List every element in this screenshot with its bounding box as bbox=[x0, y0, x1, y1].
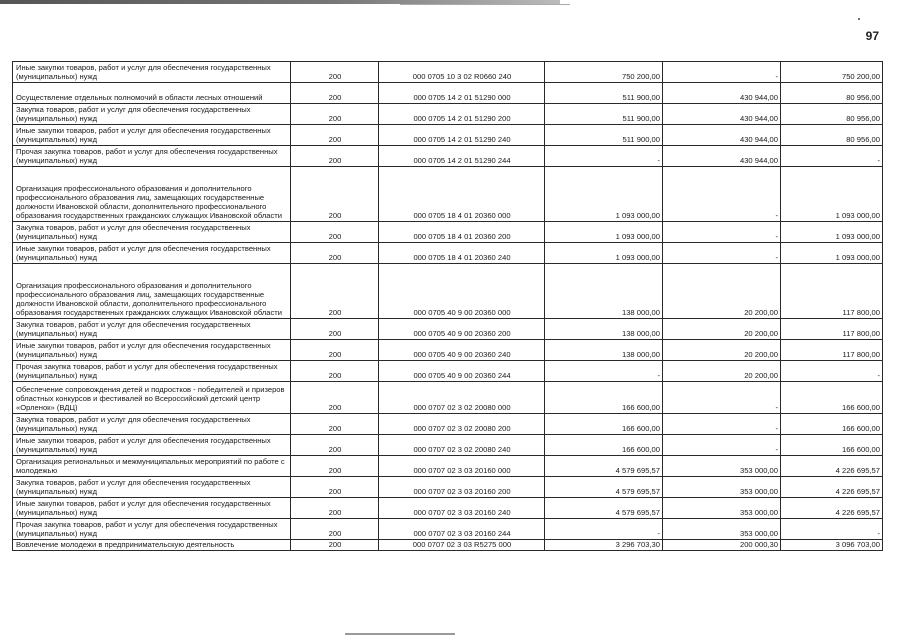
row-exec-cell: 430 944,00 bbox=[663, 146, 781, 167]
row-kbk-cell: 000 0707 02 3 02 20080 000 bbox=[379, 382, 545, 414]
row-name-cell: Закупка товаров, работ и услуг для обеспечения государственных (муниципальных) нужд bbox=[13, 319, 291, 340]
row-plan-cell: - bbox=[545, 361, 663, 382]
row-kbk-cell: 000 0705 18 4 01 20360 240 bbox=[379, 243, 545, 264]
row-rest-cell: 166 600,00 bbox=[781, 414, 883, 435]
row-plan-cell: 4 579 695,57 bbox=[545, 477, 663, 498]
row-code-cell: 200 bbox=[291, 104, 379, 125]
row-name-cell: Закупка товаров, работ и услуг для обеспечения государственных (муниципальных) нужд bbox=[13, 477, 291, 498]
row-rest-cell: 166 600,00 bbox=[781, 382, 883, 414]
page-number: 97 bbox=[865, 29, 879, 43]
table-row bbox=[13, 222, 883, 243]
row-name-cell: Обеспечение сопровождения детей и подростков - победителей и призеров областных конкурсов и фестивалей во Всероссийский детский центр «Орленок» (ВДЦ) bbox=[13, 382, 291, 414]
row-name-cell: Иные закупки товаров, работ и услуг для обеспечения государственных (муниципальных) нужд bbox=[13, 340, 291, 361]
row-rest-cell: 80 956,00 bbox=[781, 83, 883, 104]
row-name-cell: Закупка товаров, работ и услуг для обеспечения государственных (муниципальных) нужд bbox=[13, 222, 291, 243]
row-rest-cell: 750 200,00 bbox=[781, 62, 883, 83]
row-code-cell: 200 bbox=[291, 435, 379, 456]
row-code-cell: 200 bbox=[291, 222, 379, 243]
budget-execution-table bbox=[12, 61, 883, 551]
row-rest-cell: 166 600,00 bbox=[781, 435, 883, 456]
row-kbk-cell: 000 0707 02 3 03 R5275 000 bbox=[379, 540, 545, 551]
row-plan-cell: 166 600,00 bbox=[545, 382, 663, 414]
row-code-cell: 200 bbox=[291, 340, 379, 361]
row-kbk-cell: 000 0705 14 2 01 51290 200 bbox=[379, 104, 545, 125]
row-name-cell: Организация профессионального образования и дополнительного профессионального образования лиц, замещающих государственные должности Ивановской области, дополнительного профессионального образования государственных гражданских служащих Ивановской области bbox=[13, 167, 291, 222]
row-exec-cell: 20 200,00 bbox=[663, 319, 781, 340]
row-rest-cell: 1 093 000,00 bbox=[781, 222, 883, 243]
row-exec-cell: - bbox=[663, 414, 781, 435]
row-kbk-cell: 000 0705 14 2 01 51290 240 bbox=[379, 125, 545, 146]
row-code-cell: 200 bbox=[291, 83, 379, 104]
row-plan-cell: 138 000,00 bbox=[545, 319, 663, 340]
row-plan-cell: 138 000,00 bbox=[545, 264, 663, 319]
row-name-cell: Иные закупки товаров, работ и услуг для обеспечения государственных (муниципальных) нужд bbox=[13, 62, 291, 83]
row-kbk-cell: 000 0705 10 3 02 R0660 240 bbox=[379, 62, 545, 83]
table-row bbox=[13, 264, 883, 319]
row-code-cell: 200 bbox=[291, 382, 379, 414]
row-plan-cell: 4 579 695,57 bbox=[545, 456, 663, 477]
table-body bbox=[13, 62, 883, 551]
row-plan-cell: 166 600,00 bbox=[545, 414, 663, 435]
table-row bbox=[13, 382, 883, 414]
row-plan-cell: - bbox=[545, 146, 663, 167]
row-kbk-cell: 000 0707 02 3 02 20080 240 bbox=[379, 435, 545, 456]
row-plan-cell: - bbox=[545, 519, 663, 540]
row-rest-cell: 4 226 695,57 bbox=[781, 477, 883, 498]
row-rest-cell: 4 226 695,57 bbox=[781, 498, 883, 519]
row-exec-cell: - bbox=[663, 243, 781, 264]
table-row bbox=[13, 83, 883, 104]
row-exec-cell: 353 000,00 bbox=[663, 498, 781, 519]
row-exec-cell: 430 944,00 bbox=[663, 83, 781, 104]
row-exec-cell: - bbox=[663, 62, 781, 83]
table-row bbox=[13, 125, 883, 146]
row-kbk-cell: 000 0707 02 3 03 20160 200 bbox=[379, 477, 545, 498]
row-name-cell: Иные закупки товаров, работ и услуг для обеспечения государственных (муниципальных) нужд bbox=[13, 435, 291, 456]
row-plan-cell: 166 600,00 bbox=[545, 435, 663, 456]
row-code-cell: 200 bbox=[291, 243, 379, 264]
row-plan-cell: 3 296 703,30 bbox=[545, 540, 663, 551]
row-name-cell: Закупка товаров, работ и услуг для обеспечения государственных (муниципальных) нужд bbox=[13, 104, 291, 125]
table-row bbox=[13, 146, 883, 167]
row-code-cell: 200 bbox=[291, 540, 379, 551]
table-row bbox=[13, 435, 883, 456]
row-rest-cell: - bbox=[781, 361, 883, 382]
row-kbk-cell: 000 0705 40 9 00 20360 200 bbox=[379, 319, 545, 340]
table-row bbox=[13, 319, 883, 340]
row-exec-cell: 200 000,30 bbox=[663, 540, 781, 551]
row-rest-cell: 80 956,00 bbox=[781, 125, 883, 146]
row-plan-cell: 511 900,00 bbox=[545, 104, 663, 125]
top-scan-rule-thin bbox=[400, 4, 570, 5]
row-kbk-cell: 000 0705 40 9 00 20360 000 bbox=[379, 264, 545, 319]
row-rest-cell: 117 800,00 bbox=[781, 340, 883, 361]
table-row bbox=[13, 62, 883, 83]
table-row bbox=[13, 167, 883, 222]
table-row bbox=[13, 477, 883, 498]
row-kbk-cell: 000 0705 14 2 01 51290 244 bbox=[379, 146, 545, 167]
row-rest-cell: - bbox=[781, 519, 883, 540]
row-rest-cell: - bbox=[781, 146, 883, 167]
row-plan-cell: 750 200,00 bbox=[545, 62, 663, 83]
row-exec-cell: - bbox=[663, 167, 781, 222]
row-kbk-cell: 000 0705 14 2 01 51290 000 bbox=[379, 83, 545, 104]
scan-speck bbox=[858, 18, 860, 20]
row-code-cell: 200 bbox=[291, 477, 379, 498]
row-exec-cell: 353 000,00 bbox=[663, 456, 781, 477]
row-exec-cell: 353 000,00 bbox=[663, 519, 781, 540]
row-exec-cell: 430 944,00 bbox=[663, 104, 781, 125]
row-code-cell: 200 bbox=[291, 146, 379, 167]
row-exec-cell: 20 200,00 bbox=[663, 361, 781, 382]
row-rest-cell: 4 226 695,57 bbox=[781, 456, 883, 477]
row-name-cell: Иные закупки товаров, работ и услуг для обеспечения государственных (муниципальных) нужд bbox=[13, 243, 291, 264]
row-kbk-cell: 000 0707 02 3 02 20080 200 bbox=[379, 414, 545, 435]
row-rest-cell: 1 093 000,00 bbox=[781, 167, 883, 222]
row-name-cell: Иные закупки товаров, работ и услуг для обеспечения государственных (муниципальных) нужд bbox=[13, 498, 291, 519]
row-rest-cell: 1 093 000,00 bbox=[781, 243, 883, 264]
row-exec-cell: 353 000,00 bbox=[663, 477, 781, 498]
row-code-cell: 200 bbox=[291, 125, 379, 146]
row-name-cell: Осуществление отдельных полномочий в области лесных отношений bbox=[13, 83, 291, 104]
table-row bbox=[13, 540, 883, 551]
row-code-cell: 200 bbox=[291, 361, 379, 382]
row-rest-cell: 3 096 703,00 bbox=[781, 540, 883, 551]
row-exec-cell: 20 200,00 bbox=[663, 264, 781, 319]
row-kbk-cell: 000 0705 40 9 00 20360 240 bbox=[379, 340, 545, 361]
table-row bbox=[13, 519, 883, 540]
table-row bbox=[13, 498, 883, 519]
row-code-cell: 200 bbox=[291, 414, 379, 435]
row-code-cell: 200 bbox=[291, 62, 379, 83]
row-exec-cell: 20 200,00 bbox=[663, 340, 781, 361]
row-plan-cell: 1 093 000,00 bbox=[545, 167, 663, 222]
table-row bbox=[13, 361, 883, 382]
row-rest-cell: 117 800,00 bbox=[781, 264, 883, 319]
table-row bbox=[13, 340, 883, 361]
row-code-cell: 200 bbox=[291, 264, 379, 319]
row-name-cell: Организация региональных и межмуниципальных мероприятий по работе с молодежью bbox=[13, 456, 291, 477]
row-plan-cell: 4 579 695,57 bbox=[545, 498, 663, 519]
row-rest-cell: 80 956,00 bbox=[781, 104, 883, 125]
row-plan-cell: 511 900,00 bbox=[545, 83, 663, 104]
row-exec-cell: 430 944,00 bbox=[663, 125, 781, 146]
row-code-cell: 200 bbox=[291, 167, 379, 222]
bottom-scan-mark bbox=[345, 633, 455, 635]
row-name-cell: Организация профессионального образования и дополнительного профессионального образования лиц, замещающих государственные должности Ивановской области, дополнительного профессионального образования государственных гражданских служащих Ивановской области bbox=[13, 264, 291, 319]
table-row bbox=[13, 104, 883, 125]
row-rest-cell: 117 800,00 bbox=[781, 319, 883, 340]
row-plan-cell: 1 093 000,00 bbox=[545, 222, 663, 243]
row-code-cell: 200 bbox=[291, 519, 379, 540]
row-plan-cell: 1 093 000,00 bbox=[545, 243, 663, 264]
row-kbk-cell: 000 0705 18 4 01 20360 000 bbox=[379, 167, 545, 222]
row-exec-cell: - bbox=[663, 435, 781, 456]
row-kbk-cell: 000 0707 02 3 03 20160 240 bbox=[379, 498, 545, 519]
row-kbk-cell: 000 0705 40 9 00 20360 244 bbox=[379, 361, 545, 382]
row-kbk-cell: 000 0707 02 3 03 20160 000 bbox=[379, 456, 545, 477]
row-plan-cell: 511 900,00 bbox=[545, 125, 663, 146]
row-name-cell: Иные закупки товаров, работ и услуг для обеспечения государственных (муниципальных) нужд bbox=[13, 125, 291, 146]
row-name-cell: Закупка товаров, работ и услуг для обеспечения государственных (муниципальных) нужд bbox=[13, 414, 291, 435]
row-kbk-cell: 000 0707 02 3 03 20160 244 bbox=[379, 519, 545, 540]
row-name-cell: Прочая закупка товаров, работ и услуг для обеспечения государственных (муниципальных) нужд bbox=[13, 361, 291, 382]
row-name-cell: Вовлечение молодежи в предпринимательскую деятельность bbox=[13, 540, 291, 551]
row-code-cell: 200 bbox=[291, 498, 379, 519]
row-exec-cell: - bbox=[663, 382, 781, 414]
row-exec-cell: - bbox=[663, 222, 781, 243]
row-code-cell: 200 bbox=[291, 319, 379, 340]
row-name-cell: Прочая закупка товаров, работ и услуг для обеспечения государственных (муниципальных) нужд bbox=[13, 519, 291, 540]
table-row bbox=[13, 243, 883, 264]
row-plan-cell: 138 000,00 bbox=[545, 340, 663, 361]
row-name-cell: Прочая закупка товаров, работ и услуг для обеспечения государственных (муниципальных) нужд bbox=[13, 146, 291, 167]
table-row bbox=[13, 456, 883, 477]
row-code-cell: 200 bbox=[291, 456, 379, 477]
table-row bbox=[13, 414, 883, 435]
row-kbk-cell: 000 0705 18 4 01 20360 200 bbox=[379, 222, 545, 243]
